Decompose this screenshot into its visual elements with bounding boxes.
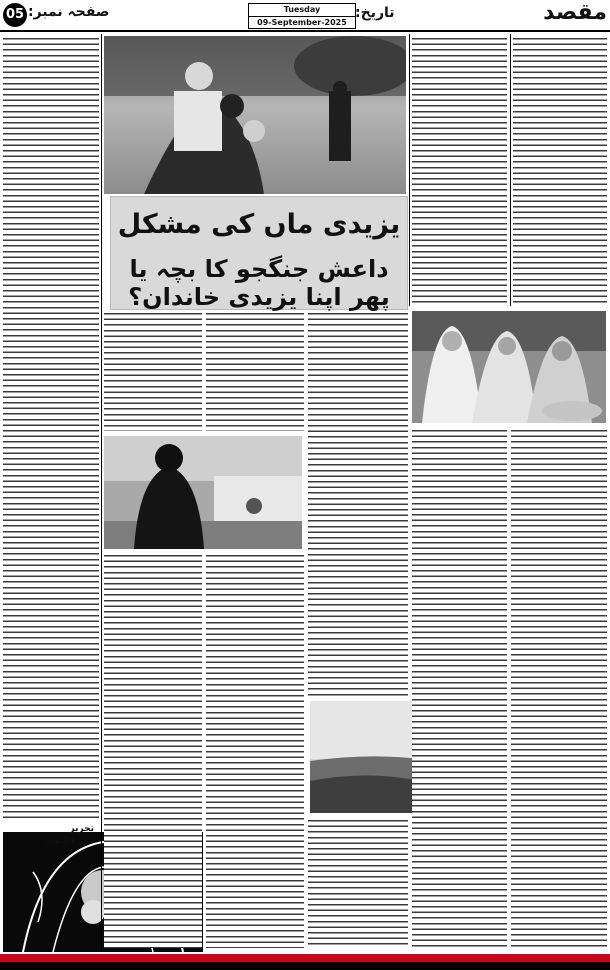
column-rule — [409, 34, 410, 306]
text-column — [104, 311, 202, 431]
byline-label: تحریر — [69, 824, 94, 834]
byline-author: فیروزہ الدھری — [44, 836, 94, 845]
date-label: تاریخ: — [355, 5, 395, 21]
column-rule — [101, 34, 102, 952]
page-number-badge: 05 — [3, 3, 27, 27]
text-column — [104, 553, 202, 948]
footer-red-bar — [0, 954, 610, 962]
column-rule — [510, 34, 511, 306]
date-text: 09-September-2025 — [249, 16, 355, 27]
headline-line-2: داعش جنگجو کا بچہ یا پھر اپنا یزیدی خاندان؟ — [128, 255, 390, 311]
text-column — [412, 36, 507, 304]
day-text: Tuesday — [283, 5, 321, 14]
text-column — [308, 311, 408, 696]
headline-box — [110, 196, 408, 310]
text-column — [3, 36, 99, 822]
date-box — [248, 3, 356, 29]
yazidi-women-photo — [412, 311, 606, 423]
text-column — [206, 553, 304, 948]
page-number-label: صفحہ نمبر: — [28, 4, 110, 20]
refugee-photo — [104, 36, 406, 194]
militant-photo — [104, 436, 302, 549]
newspaper-logo: مقصد — [543, 0, 607, 25]
text-column — [308, 818, 408, 948]
text-column — [206, 311, 304, 431]
text-column — [513, 36, 607, 304]
text-column — [412, 428, 507, 948]
footer-black-bar — [0, 962, 610, 970]
headline-line-1: یزیدی ماں کی مشکل — [117, 209, 401, 240]
text-column — [511, 428, 607, 948]
